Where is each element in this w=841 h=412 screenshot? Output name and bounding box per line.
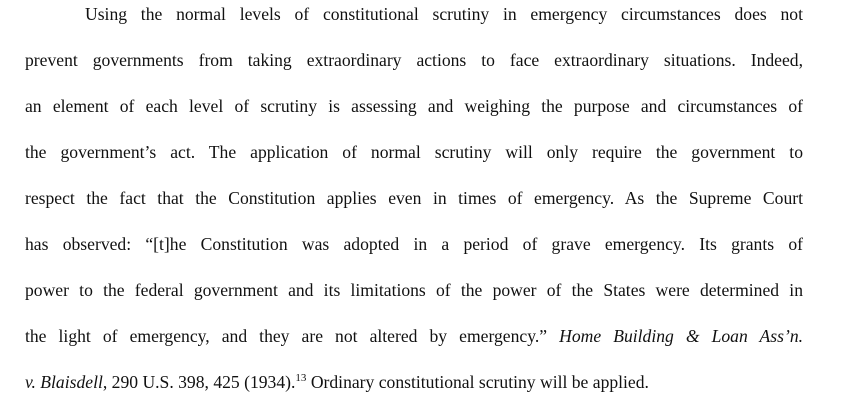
paragraph-line-2: prevent governments from taking extraordinary actions to face extraordinary situations. Indeed, [25, 50, 803, 70]
citation-reporter: , 290 U.S. 398, 425 (1934). [102, 372, 296, 392]
paragraph-line-9 [25, 371, 803, 393]
paragraph-line-8-text: the light of emergency, and they are not altered by emergency.” [25, 326, 560, 346]
paragraph-line-9-text: Ordinary constitutional scrutiny will be applied. [306, 372, 649, 392]
paragraph-line-1: Using the normal levels of constitutional scrutiny in emergency circumstances does not [85, 4, 803, 24]
case-citation-party: v. Blaisdell [25, 372, 103, 392]
paragraph-line-5: respect the fact that the Constitution applies even in times of emergency. As the Supreme Court [25, 188, 803, 208]
case-citation-title: Home Building & Loan Ass’n. [559, 326, 804, 346]
paragraph-line-3: an element of each level of scrutiny is assessing and weighing the purpose and circumstances of [25, 96, 803, 116]
paragraph-line-8 [25, 325, 803, 347]
paragraph-line-4: the government’s act. The application of normal scrutiny will only require the government to [25, 142, 803, 162]
paragraph-line-7: power to the federal government and its limitations of the power of the States were determined in [25, 280, 803, 300]
footnote-marker[interactable]: 13 [295, 372, 307, 384]
paragraph-line-6: has observed: “[t]he Constitution was adopted in a period of grave emergency. Its grants of [25, 234, 803, 254]
